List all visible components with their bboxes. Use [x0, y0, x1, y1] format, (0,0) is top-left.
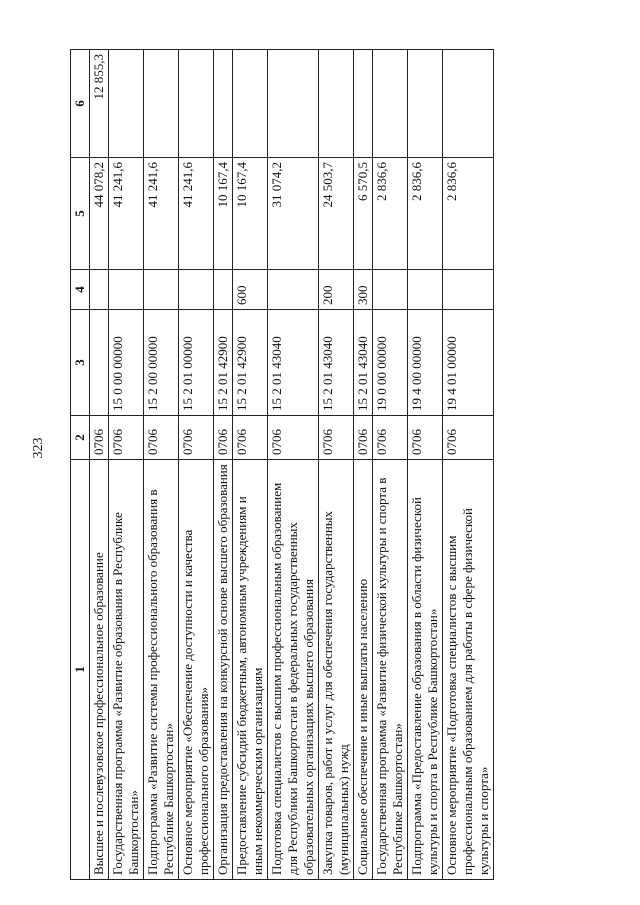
row-value-cell: 0706: [319, 416, 354, 460]
row-value-cell: 19 0 00 00000: [373, 310, 408, 416]
row-value-cell: 0706: [144, 416, 179, 460]
row-value-cell: [109, 270, 144, 310]
row-value-cell: [144, 50, 179, 158]
row-value-cell: [90, 310, 109, 416]
row-value-cell: 6 570,5: [354, 158, 373, 270]
row-name-cell: Предоставление субсидий бюджетным, автономным учреждениям и иным некоммерческим организациям: [233, 460, 268, 880]
row-value-cell: [233, 50, 268, 158]
row-value-cell: 2 836,6: [443, 158, 494, 270]
row-value-cell: 2 836,6: [373, 158, 408, 270]
row-value-cell: 15 2 01 42900: [214, 310, 233, 416]
row-value-cell: 15 2 01 43040: [354, 310, 373, 416]
row-value-cell: 41 241,6: [144, 158, 179, 270]
row-value-cell: 0706: [373, 416, 408, 460]
row-name-cell: Подпрограмма «Развитие системы профессионального образования в Республике Башкортостан»: [144, 460, 179, 880]
table-body: [90, 50, 494, 880]
row-name-cell: Основное мероприятие «Обеспечение доступности и качества профессионального образования»: [179, 460, 214, 880]
table-row: [354, 50, 373, 880]
row-value-cell: 10 167,4: [214, 158, 233, 270]
row-value-cell: 15 2 01 00000: [179, 310, 214, 416]
row-value-cell: 0706: [109, 416, 144, 460]
row-value-cell: [90, 270, 109, 310]
row-value-cell: [214, 50, 233, 158]
row-value-cell: [144, 270, 179, 310]
row-value-cell: 15 2 00 00000: [144, 310, 179, 416]
row-value-cell: 15 2 01 43040: [268, 310, 319, 416]
row-value-cell: 300: [354, 270, 373, 310]
table-row: [443, 50, 494, 880]
row-value-cell: 0706: [233, 416, 268, 460]
row-value-cell: [443, 270, 494, 310]
row-value-cell: 0706: [214, 416, 233, 460]
row-value-cell: 0706: [268, 416, 319, 460]
header-row: [71, 50, 90, 880]
row-name-cell: Основное мероприятие «Подготовка специалистов с высшим профессиональным образованием для работы в сфере физической культуры и спорта»: [443, 460, 494, 880]
row-value-cell: 15 2 01 42900: [233, 310, 268, 416]
table-row: [268, 50, 319, 880]
row-value-cell: [408, 50, 443, 158]
row-value-cell: [268, 50, 319, 158]
row-value-cell: 0706: [354, 416, 373, 460]
row-value-cell: 10 167,4: [233, 158, 268, 270]
row-name-cell: Закупка товаров, работ и услуг для обеспечения государственных (муниципальных) нужд: [319, 460, 354, 880]
table-row: [373, 50, 408, 880]
row-name-cell: Организация предоставления на конкурсной основе высшего образования: [214, 460, 233, 880]
row-value-cell: 44 078,2: [90, 158, 109, 270]
row-value-cell: 24 503,7: [319, 158, 354, 270]
header-cell: 3: [71, 310, 90, 416]
row-name-cell: Социальное обеспечение и иные выплаты населению: [354, 460, 373, 880]
row-value-cell: [373, 50, 408, 158]
table-row: [319, 50, 354, 880]
row-name-cell: Высшее и послевузовское профессиональное образование: [90, 460, 109, 880]
row-value-cell: 12 855,3: [90, 50, 109, 158]
row-value-cell: [408, 270, 443, 310]
header-cell: 4: [71, 270, 90, 310]
table-row: [214, 50, 233, 880]
row-value-cell: 600: [233, 270, 268, 310]
header-cell: 2: [71, 416, 90, 460]
header-cell: 1: [71, 460, 90, 880]
row-value-cell: 19 4 00 00000: [408, 310, 443, 416]
rotated-table-container: [70, 50, 610, 880]
row-value-cell: [443, 50, 494, 158]
row-value-cell: 0706: [443, 416, 494, 460]
row-name-cell: Государственная программа «Развитие образования в Республике Башкортостан»: [109, 460, 144, 880]
row-value-cell: [354, 50, 373, 158]
row-value-cell: [373, 270, 408, 310]
row-value-cell: [179, 270, 214, 310]
header-cell: 6: [71, 50, 90, 158]
row-value-cell: [214, 270, 233, 310]
budget-table: [70, 49, 494, 880]
table-row: [90, 50, 109, 880]
row-value-cell: 0706: [179, 416, 214, 460]
row-value-cell: 41 241,6: [179, 158, 214, 270]
header-cell: 5: [71, 158, 90, 270]
row-value-cell: 41 241,6: [109, 158, 144, 270]
row-value-cell: 2 836,6: [408, 158, 443, 270]
row-name-cell: Государственная программа «Развитие физической культуры и спорта в Республике Башкортостан»: [373, 460, 408, 880]
row-value-cell: [319, 50, 354, 158]
row-value-cell: 0706: [90, 416, 109, 460]
table-row: [109, 50, 144, 880]
table-row: [233, 50, 268, 880]
row-value-cell: 15 2 01 43040: [319, 310, 354, 416]
row-value-cell: [179, 50, 214, 158]
row-value-cell: [268, 270, 319, 310]
row-name-cell: Подпрограмма «Предоставление образования в области физической культуры и спорта в Республике Башкортостан»: [408, 460, 443, 880]
row-value-cell: 200: [319, 270, 354, 310]
table-row: [408, 50, 443, 880]
row-value-cell: 0706: [408, 416, 443, 460]
table-row: [144, 50, 179, 880]
row-name-cell: Подготовка специалистов с высшим профессиональным образованием для Республики Башкортостан в федеральных государственных образовательных организациях высшего образования: [268, 460, 319, 880]
row-value-cell: [109, 50, 144, 158]
page-number: 323: [31, 437, 46, 459]
row-value-cell: 19 4 01 00000: [443, 310, 494, 416]
table-row: [179, 50, 214, 880]
row-value-cell: 15 0 00 00000: [109, 310, 144, 416]
row-value-cell: 31 074,2: [268, 158, 319, 270]
